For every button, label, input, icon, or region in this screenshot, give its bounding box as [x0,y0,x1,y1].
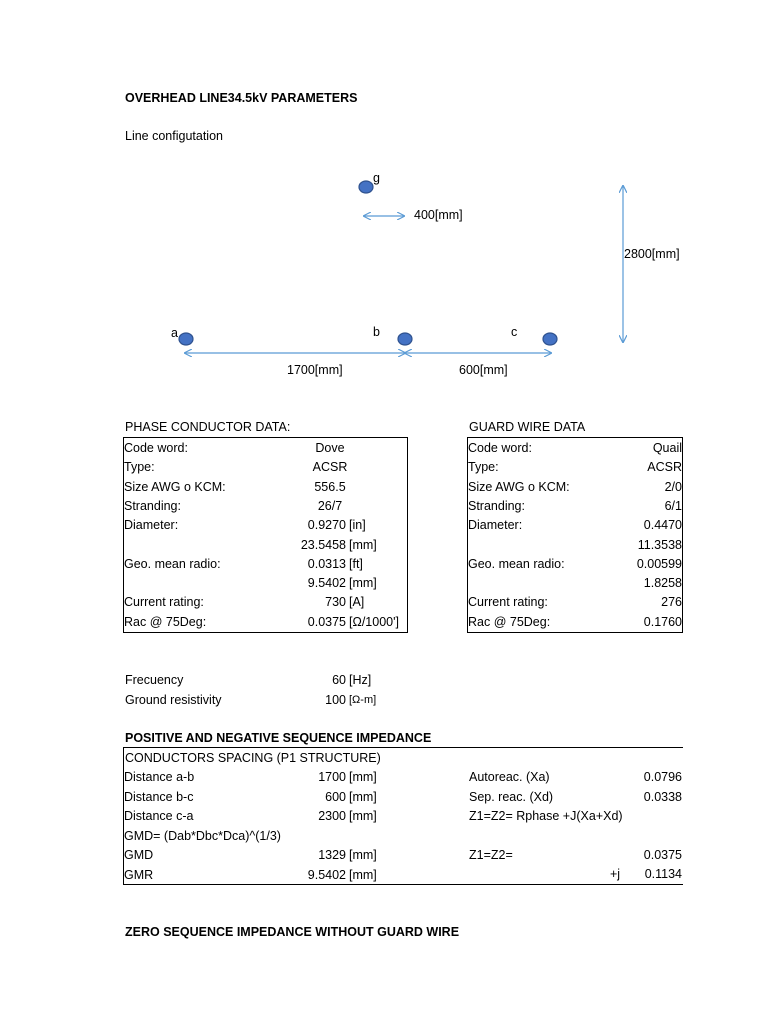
spacing-row-label: GMR [124,867,154,882]
guard-row-label: Diameter: [468,518,523,533]
z-real: 0.0375 [643,848,682,862]
ground-value: 100 [325,693,346,707]
zero-seq-heading: ZERO SEQUENCE IMPEDANCE WITHOUT GUARD WIRE [125,925,460,939]
spacing-row-unit: [mm] [349,848,377,862]
guard-row-value: 0.1760 [643,614,682,629]
phase-row-unit: [in] [349,518,366,533]
phase-conductor-a [179,333,193,345]
spacing-row-unit: [mm] [349,867,377,882]
phase-row-value: 0.9270 [307,518,346,533]
spacing-row-unit: [mm] [349,809,377,823]
phase-row-unit: [ft] [349,556,363,571]
height-label: 2800[mm] [624,247,680,261]
guard-row-label: Geo. mean radio: [468,556,565,571]
phase-row-label: Rac @ 75Deg: [124,614,207,629]
line-config-label: Line configutation [125,129,223,143]
guard-row-label: Type: [468,460,499,475]
spacing-row-label: Distance c-a [124,809,194,823]
pos-seq-heading: POSITIVE AND NEGATIVE SEQUENCE IMPEDANCE [125,731,432,745]
g-offset-label: 400[mm] [414,208,463,222]
guard-row-value: 2/0 [664,479,682,494]
ab-label: 1700[mm] [287,363,343,377]
spacing-row-unit: [mm] [349,789,377,804]
bc-label: 600[mm] [459,363,508,377]
guard-row-label: Current rating: [468,595,548,610]
guard-conductor-g [359,181,373,193]
z-j: +j [610,867,621,881]
sepreac-label: Sep. reac. (Xd) [469,790,554,804]
label-g: g [373,171,380,185]
autoreac-label: Autoreac. (Xa) [469,770,550,784]
guard-row-label: Stranding: [468,498,525,513]
phase-row-unit: [A] [349,595,365,610]
autoreac-value: 0.0796 [643,770,682,784]
phase-row-label: Type: [124,460,155,475]
z-label: Z1=Z2= [469,848,513,862]
phase-row-value: 0.0313 [307,556,346,571]
spacing-row-value: 2300 [318,809,346,823]
spacing-row-value: 600 [325,789,346,804]
guard-row-value: 1.8258 [643,576,682,591]
spacing-row-label: GMD [124,848,154,862]
guard-row-value: 6/1 [664,498,682,513]
phase-row-label: Geo. mean radio: [124,556,221,571]
spacing-row-unit: [mm] [349,770,377,784]
spacing-row-value: 9.5402 [307,867,346,882]
phase-row-unit: [Ω/1000'] [349,614,399,629]
phase-row-value: 556.5 [314,479,346,494]
page-title: OVERHEAD LINE34.5kV PARAMETERS [125,91,358,105]
sepreac-value: 0.0338 [643,790,682,804]
label-a: a [171,326,178,340]
phase-conductor-b [398,333,412,345]
freq-value: 60 [332,673,346,687]
impedance-formula: Z1=Z2= Rphase +J(Xa+Xd) [469,809,623,823]
ground-unit: [Ω-m] [349,694,377,706]
phase-row-unit: [mm] [349,576,377,591]
phase-row-label: Current rating: [124,595,204,610]
phase-row-value: Dove [315,441,345,455]
spacing-row-label: Distance a-b [124,770,195,784]
freq-unit: [Hz] [349,673,372,687]
line-configuration-diagram [0,160,768,390]
guard-row-value: 0.4470 [643,518,682,533]
label-c: c [511,325,518,339]
guard-row-value: ACSR [647,460,682,475]
phase-conductor-c [543,333,557,345]
pos-seq-bottom-rule [123,884,683,885]
phase-row-value: ACSR [312,460,348,475]
guard-row-value: 11.3538 [637,537,682,552]
z-imag: 0.1134 [644,867,682,881]
spacing-row-label: GMD= (Dab*Dbc*Dca)^(1/3) [124,828,281,843]
spacing-row-value: 1700 [318,770,346,784]
freq-label: Frecuency [125,673,184,687]
phase-row-value: 9.5402 [307,576,346,591]
guard-row-value: 0.00599 [636,556,682,571]
guard-row-value: Quail [652,441,682,455]
spacing-row-label: Distance b-c [124,789,194,804]
ground-label: Ground resistivity [125,693,222,707]
guard-row-value: 276 [661,595,682,610]
guard-row-label: Code word: [468,441,532,455]
phase-row-label: Size AWG o KCM: [124,479,226,494]
guard-row-label: Size AWG o KCM: [468,479,570,494]
phase-row-value: 0.0375 [307,614,346,629]
label-b: b [373,325,380,339]
phase-heading: PHASE CONDUCTOR DATA: [125,420,291,434]
phase-row-value: 26/7 [317,498,343,513]
guard-heading: GUARD WIRE DATA [469,420,586,434]
phase-row-label: Code word: [124,441,188,455]
phase-row-value: 23.5458 [300,537,346,552]
phase-row-label: Stranding: [124,498,181,513]
spacing-row-value [280,826,346,846]
phase-row-unit: [mm] [349,537,377,552]
spacing-heading: CONDUCTORS SPACING (P1 STRUCTURE) [125,751,381,765]
phase-row-value: 730 [325,595,346,610]
phase-row-label: Diameter: [124,518,179,533]
spacing-row-value: 1329 [318,848,346,862]
guard-row-label: Rac @ 75Deg: [468,614,551,629]
